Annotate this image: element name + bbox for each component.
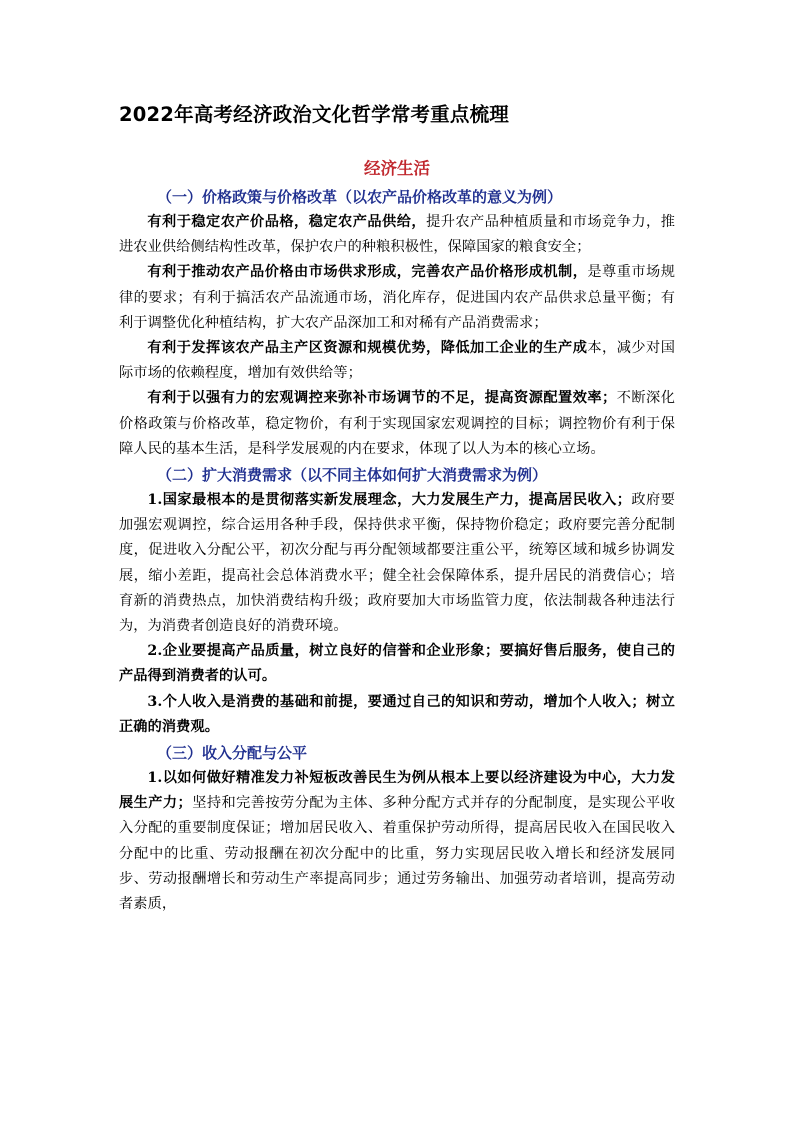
subsection-heading: （二）扩大消费需求（以不同主体如何扩大消费需求为例） [157,466,548,485]
paragraph-text: 坚持和完善按劳分配为主体、多种分配方式并存的分配制度，是实现公平收入分配的重要制度保证；增加居民收入、着重保护劳动所得，提高居民收入在国民收入分配中的比重、劳动报酬在初次分配中的比重，努力实现居民收入增长和经济发展同步、劳动报酬增长和劳动生产率提高同步；通过劳务输出、加强劳动者培训，提高劳动者素质， [119,795,675,913]
paragraph [119,210,675,260]
paragraph [119,488,675,639]
paragraph-lead: 1.以如何做好精准发力补短板改善民生为例从根本上要以经济建设为中心，大力发展生产力； [119,770,675,812]
paragraph-lead: 有利于以强有力的宏观调控来弥补市场调节的不足，提高资源配置效率； [147,390,617,407]
paragraph-text: 提升农产品种植质量和市场竞争力，推进农业供给侧结构性改革，保护农户的种粮积极性，保障国家的粮食安全； [119,214,676,256]
document-page [119,100,675,917]
paragraph-text: 是尊重市场规律的要求；有利于搞活农产品流通市场，消化库存，促进国内农产品供求总量平衡；有利于调整优化种植结构，扩大农产品深加工和对稀有产品消费需求； [119,264,675,331]
document-body [119,184,675,917]
paragraph-text: 政府要加强宏观调控，综合运用各种手段，保持供求平衡，保持物价稳定；政府要完善分配制度，促进收入分配公平，初次分配与再分配领域都要注重公平，统筹区域和城乡协调发展，缩小差距，提高社会总体消费水平；健全社会保障体系，提升居民的消费信心；培育新的消费热点，加快消费结构升级；政府要加大市场监管力度，依法制裁各种违法行为，为消费者创造良好的消费环境。 [119,492,675,635]
paragraph-text: 本，减少对国际市场的依赖程度，增加有效供给等； [119,340,675,382]
paragraph-lead: 3.个人收入是消费的基础和前提，要通过自己的知识和劳动，增加个人收入；树立正确的消费观。 [119,693,675,735]
paragraph-lead: 有利于发挥该农产品主产区资源和规模优势，降低加工企业的生产成 [147,340,588,357]
paragraph-text: 不断深化价格政策与价格改革，稳定物价，有利于实现国家宏观调控的目标；调控物价有利于保障人民的基本生活，是科学发展观的内在要求，体现了以人为本的核心立场。 [119,390,676,457]
subsection-heading: （一）价格政策与价格改革（以农产品价格改革的意义为例） [157,188,563,206]
paragraph [119,766,675,917]
paragraph [119,336,675,386]
section-title: 经济生活 [364,159,430,178]
paragraph-lead: 有利于稳定农产价品格，稳定农产品供给， [147,214,427,230]
paragraph [119,690,675,740]
document-title: 2022年高考经济政治文化哲学常考重点梳理 [119,103,509,126]
paragraph-lead: 2.企业要提高产品质量，树立良好的信誉和企业形象；要搞好售后服务，使自己的产品得到消费者的认可。 [119,643,675,685]
paragraph [119,260,675,336]
paragraph [119,639,675,689]
subsection-heading: （三）收入分配与公平 [157,744,308,763]
paragraph [119,386,675,462]
paragraph-lead: 有利于推动农产品价格由市场供求形成，完善农产品价格形成机制， [147,264,588,281]
paragraph-lead: 1.国家最根本的是贯彻落实新发展理念，大力发展生产力，提高居民收入； [147,492,632,509]
